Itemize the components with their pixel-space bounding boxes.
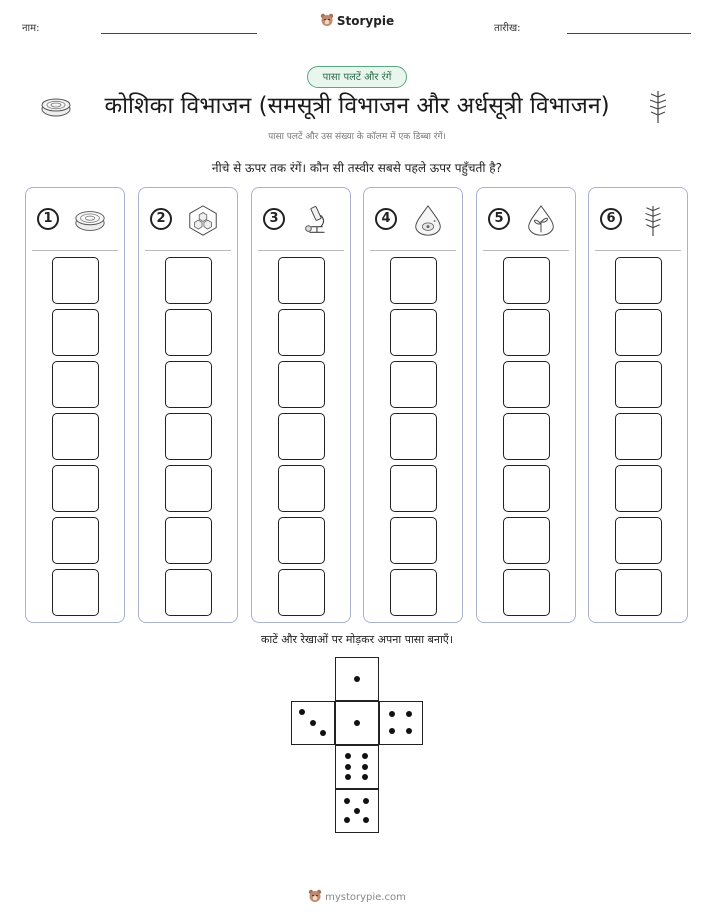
color-box[interactable] <box>503 413 550 460</box>
instruction: नीचे से ऊपर तक रंगें। कौन सी तस्वीर सबसे पहले ऊपर पहुँचती है? <box>211 161 503 175</box>
color-box[interactable] <box>165 309 212 356</box>
column-divider <box>145 250 231 251</box>
color-box[interactable] <box>52 413 99 460</box>
dice-face-5 <box>335 789 379 833</box>
column-header <box>26 188 124 252</box>
color-box[interactable] <box>503 465 550 512</box>
column-number: 6 <box>600 208 622 230</box>
column-5 <box>476 187 576 623</box>
column-1 <box>25 187 125 623</box>
color-box[interactable] <box>278 569 325 616</box>
color-box[interactable] <box>503 361 550 408</box>
name-label: नाम: <box>22 23 40 34</box>
name-line[interactable] <box>101 33 257 34</box>
date-label: तारीख: <box>494 23 521 34</box>
column-6 <box>588 187 688 623</box>
column-number: 5 <box>488 208 510 230</box>
color-box[interactable] <box>615 309 662 356</box>
color-box[interactable] <box>615 569 662 616</box>
sprout-droplet-icon <box>524 204 558 238</box>
column-divider <box>370 250 456 251</box>
dice-pip <box>362 753 368 759</box>
color-box[interactable] <box>52 361 99 408</box>
column-header <box>139 188 237 252</box>
color-box[interactable] <box>165 569 212 616</box>
dice-face-3 <box>291 701 335 745</box>
dice-pip <box>344 817 350 823</box>
column-number: 2 <box>150 208 172 230</box>
color-box[interactable] <box>278 465 325 512</box>
color-box[interactable] <box>390 361 437 408</box>
brand-name: Storypie <box>336 14 395 28</box>
column-divider <box>32 250 118 251</box>
footer-url: mystorypie.com <box>325 892 406 903</box>
color-box[interactable] <box>503 569 550 616</box>
color-box[interactable] <box>165 465 212 512</box>
dice-pip <box>389 711 395 717</box>
dice-face-6 <box>335 745 379 789</box>
bear-icon <box>320 13 334 27</box>
color-box[interactable] <box>52 569 99 616</box>
dice-pip <box>363 798 369 804</box>
color-box[interactable] <box>503 257 550 304</box>
dice-pip <box>299 709 305 715</box>
dice-pip <box>345 774 351 780</box>
dice-pip <box>354 676 360 682</box>
color-box[interactable] <box>165 517 212 564</box>
cut-instruction: काटें और रेखाओं पर मोड़कर अपना पासा बनाएँ। <box>260 633 454 646</box>
color-box[interactable] <box>390 413 437 460</box>
color-box[interactable] <box>615 413 662 460</box>
dice-pip <box>354 720 360 726</box>
dice-pip <box>406 711 412 717</box>
color-box[interactable] <box>278 517 325 564</box>
footer <box>0 889 714 903</box>
color-box[interactable] <box>615 361 662 408</box>
cell-droplet-icon <box>411 204 445 238</box>
column-header <box>364 188 462 252</box>
dice-pip <box>406 728 412 734</box>
tree-rings-icon <box>40 95 72 119</box>
color-box[interactable] <box>390 309 437 356</box>
color-box[interactable] <box>52 465 99 512</box>
column-divider <box>595 250 681 251</box>
dice-pip <box>320 730 326 736</box>
brand-logo <box>0 13 714 28</box>
fern-leaf-icon <box>646 89 670 125</box>
column-3 <box>251 187 351 623</box>
dice-face-4 <box>379 701 423 745</box>
page-title: कोशिका विभाजन (समसूत्री विभाजन और अर्धसूत्री विभाजन) <box>104 93 610 119</box>
dice-face-1 <box>335 657 379 701</box>
honeycomb-cells-icon <box>186 204 220 238</box>
color-box[interactable] <box>52 257 99 304</box>
dice-pip <box>310 720 316 726</box>
color-box[interactable] <box>52 517 99 564</box>
tree-rings-icon <box>73 204 107 238</box>
fern-leaf-icon <box>636 204 670 238</box>
column-number: 1 <box>37 208 59 230</box>
bear-icon <box>308 889 322 903</box>
column-header <box>252 188 350 252</box>
color-box[interactable] <box>278 257 325 304</box>
color-box[interactable] <box>390 569 437 616</box>
color-box[interactable] <box>165 361 212 408</box>
dice-pip <box>345 764 351 770</box>
color-box[interactable] <box>165 413 212 460</box>
date-line[interactable] <box>567 33 691 34</box>
dice-pip <box>389 728 395 734</box>
dice-pip <box>363 817 369 823</box>
column-number: 3 <box>263 208 285 230</box>
color-box[interactable] <box>390 517 437 564</box>
column-4 <box>363 187 463 623</box>
color-box[interactable] <box>503 517 550 564</box>
column-divider <box>483 250 569 251</box>
column-header <box>589 188 687 252</box>
dice-pip <box>345 753 351 759</box>
activity-badge: पासा पलटें और रंगें <box>307 66 407 88</box>
color-box[interactable] <box>52 309 99 356</box>
color-box[interactable] <box>615 517 662 564</box>
dice-pip <box>344 798 350 804</box>
column-number: 4 <box>375 208 397 230</box>
color-box[interactable] <box>278 413 325 460</box>
color-box[interactable] <box>503 309 550 356</box>
color-box[interactable] <box>615 465 662 512</box>
dice-pip <box>354 808 360 814</box>
column-divider <box>258 250 344 251</box>
color-box[interactable] <box>390 465 437 512</box>
subtitle: पासा पलटें और उस संख्या के कॉलम में एक डिब्बा रंगें। <box>268 132 446 142</box>
color-box[interactable] <box>278 361 325 408</box>
dice-face-1 <box>335 701 379 745</box>
dice-pip <box>362 764 368 770</box>
color-box[interactable] <box>390 257 437 304</box>
color-box[interactable] <box>278 309 325 356</box>
column-2 <box>138 187 238 623</box>
color-box[interactable] <box>165 257 212 304</box>
dice-pip <box>362 774 368 780</box>
column-header <box>477 188 575 252</box>
microscope-icon <box>299 204 333 238</box>
color-box[interactable] <box>615 257 662 304</box>
